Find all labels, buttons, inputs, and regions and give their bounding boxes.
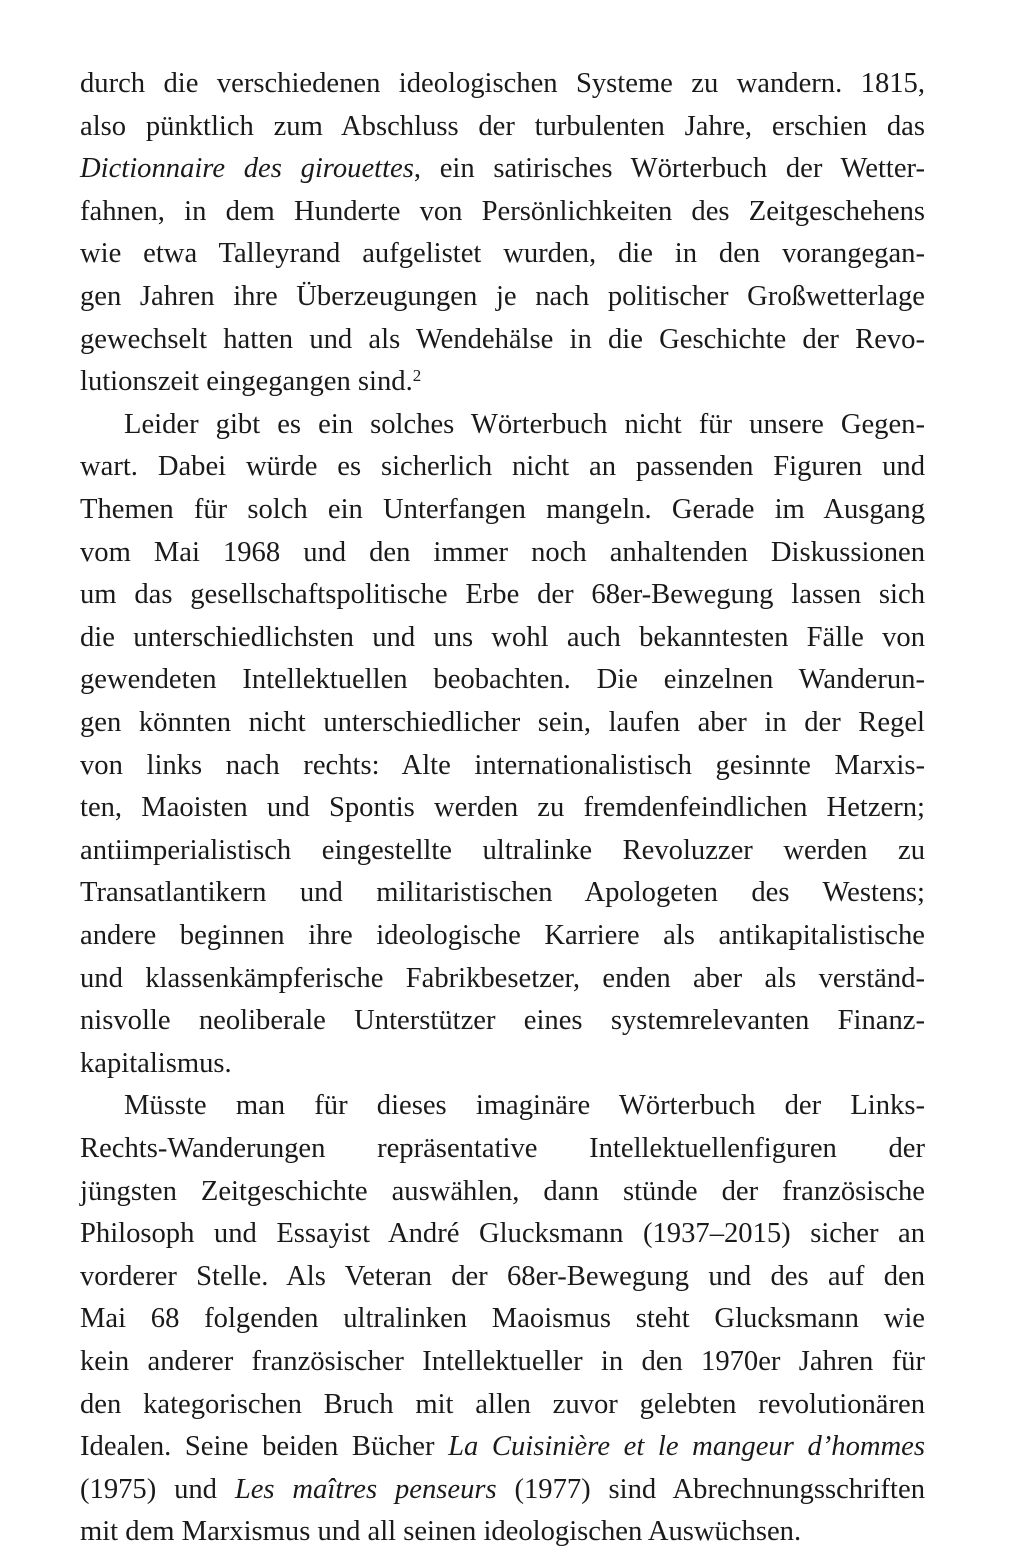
text-line	[80, 1383, 925, 1426]
text-line	[80, 1510, 925, 1553]
text-line	[80, 62, 925, 105]
text-segment: Themen für solch ein Unterfangen mangeln. Gerade im Ausgang	[80, 494, 925, 525]
text-line	[80, 1425, 925, 1468]
text-line	[80, 232, 925, 275]
text-segment: Philosoph und Essayist André Glucksmann (1937–2015) sicher an	[80, 1218, 925, 1250]
text-line	[80, 445, 925, 488]
text-segment: also pünktlich zum Abschluss der turbulenten Jahre, erschien das	[80, 110, 925, 142]
text-segment: gewechselt hatten und als Wendehälse in die Geschichte der Revo-	[80, 323, 925, 355]
italic-title: Les maîtres penseurs	[234, 1473, 497, 1505]
text-segment: lutionszeit eingegangen sind.	[80, 366, 413, 398]
text-line	[80, 616, 925, 659]
text-line	[80, 957, 925, 1000]
text-segment: vorderer Stelle. Als Veteran der 68er-Bewegung und des auf den	[80, 1260, 925, 1292]
text-segment: nisvolle neoliberale Unterstützer eines systemrelevanten Finanz-	[80, 1005, 925, 1037]
text-line	[80, 105, 925, 148]
text-segment: kein anderer französischer Intellektueller in den 1970er Jahren für	[80, 1346, 925, 1377]
text-line	[80, 1468, 925, 1511]
text-line	[80, 1042, 925, 1085]
text-segment: Transatlantikern und militaristischen Apologeten des Westens;	[80, 877, 925, 909]
text-line	[80, 360, 925, 403]
text-line	[80, 275, 925, 318]
text-segment: kapitalismus.	[80, 1047, 232, 1079]
text-line	[80, 573, 925, 616]
text-segment: (1977) sind Abrechnungsschriften	[496, 1473, 925, 1505]
text-line	[80, 1340, 925, 1383]
text-segment: gen könnten nicht unterschiedlicher sein, laufen aber in der Regel	[80, 707, 925, 738]
text-segment: Mai 68 folgenden ultralinken Maoismus steht Glucksmann wie	[80, 1303, 925, 1335]
text-segment: vom Mai 1968 und den immer noch anhaltenden Diskussionen	[80, 536, 925, 568]
italic-title: Dictionnaire des girouettes	[80, 153, 414, 185]
text-segment: die unterschiedlichsten und uns wohl auch bekanntesten Fälle von	[80, 621, 925, 653]
text-line	[80, 1297, 925, 1340]
text-segment: mit dem Marxismus und all seinen ideologischen Auswüchsen.	[80, 1516, 802, 1548]
text-segment: den kategorischen Bruch mit allen zuvor gelebten revolutionären	[80, 1388, 925, 1420]
text-segment: andere beginnen ihre ideologische Karriere als antikapitalistische	[80, 920, 925, 951]
text-segment: um das gesellschaftspolitische Erbe der 68er-Bewegung lassen sich	[80, 579, 925, 611]
text-segment: jüngsten Zeitgeschichte auswählen, dann stünde der französische	[80, 1175, 925, 1207]
text-line	[80, 190, 925, 233]
text-segment: gewendeten Intellektuellen beobachten. Die einzelnen Wanderun-	[80, 664, 925, 696]
text-segment: von links nach rechts: Alte internationalistisch gesinnte Marxis-	[80, 749, 925, 781]
text-line	[80, 488, 925, 531]
text-segment: wie etwa Talleyrand aufgelistet wurden, die in den vorangegan-	[80, 238, 925, 270]
text-line	[80, 871, 925, 914]
text-segment: wart. Dabei würde es sicherlich nicht an passenden Figuren und	[80, 451, 925, 483]
text-line	[80, 999, 925, 1042]
text-segment: (1975) und	[80, 1473, 235, 1505]
text-segment: Leider gibt es ein solches Wörterbuch nicht für unsere Gegen-	[124, 408, 925, 440]
text-segment: und klassenkämpferische Fabrikbesetzer, enden aber als verständ-	[80, 962, 925, 994]
text-line	[80, 744, 925, 787]
text-segment: ten, Maoisten und Spontis werden zu fremdenfeindlichen Hetzern;	[80, 792, 925, 824]
text-segment: durch die verschiedenen ideologischen Systeme zu wandern. 1815,	[80, 68, 925, 99]
text-line	[80, 403, 925, 446]
text-line	[80, 1084, 925, 1127]
text-segment: fahnen, in dem Hunderte von Persönlichkeiten des Zeitgeschehens	[80, 195, 925, 227]
text-line	[80, 1127, 925, 1170]
text-segment: gen Jahren ihre Überzeugungen je nach politischer Großwetterlage	[80, 281, 925, 312]
text-line	[80, 786, 925, 829]
text-line	[80, 1170, 925, 1213]
text-line	[80, 147, 925, 190]
text-segment: antiimperialistisch eingestellte ultralinke Revoluzzer werden zu	[80, 834, 925, 866]
italic-title: La Cuisinière et le mangeur d’hommes	[448, 1431, 925, 1463]
text-line	[80, 829, 925, 872]
text-segment: Müsste man für dieses imaginäre Wörterbuch der Links-	[124, 1090, 925, 1122]
text-segment: Idealen. Seine beiden Bücher	[80, 1431, 449, 1463]
text-segment: , ein satirisches Wörterbuch der Wetter-	[413, 153, 925, 185]
text-line	[80, 531, 925, 574]
text-line	[80, 658, 925, 701]
text-line	[80, 914, 925, 957]
footnote-marker: 2	[412, 366, 422, 386]
text-line	[80, 1212, 925, 1255]
text-segment: Rechts-Wanderungen repräsentative Intellektuellenfiguren der	[80, 1133, 925, 1164]
text-line	[80, 1255, 925, 1298]
text-line	[80, 318, 925, 361]
text-line	[80, 701, 925, 744]
